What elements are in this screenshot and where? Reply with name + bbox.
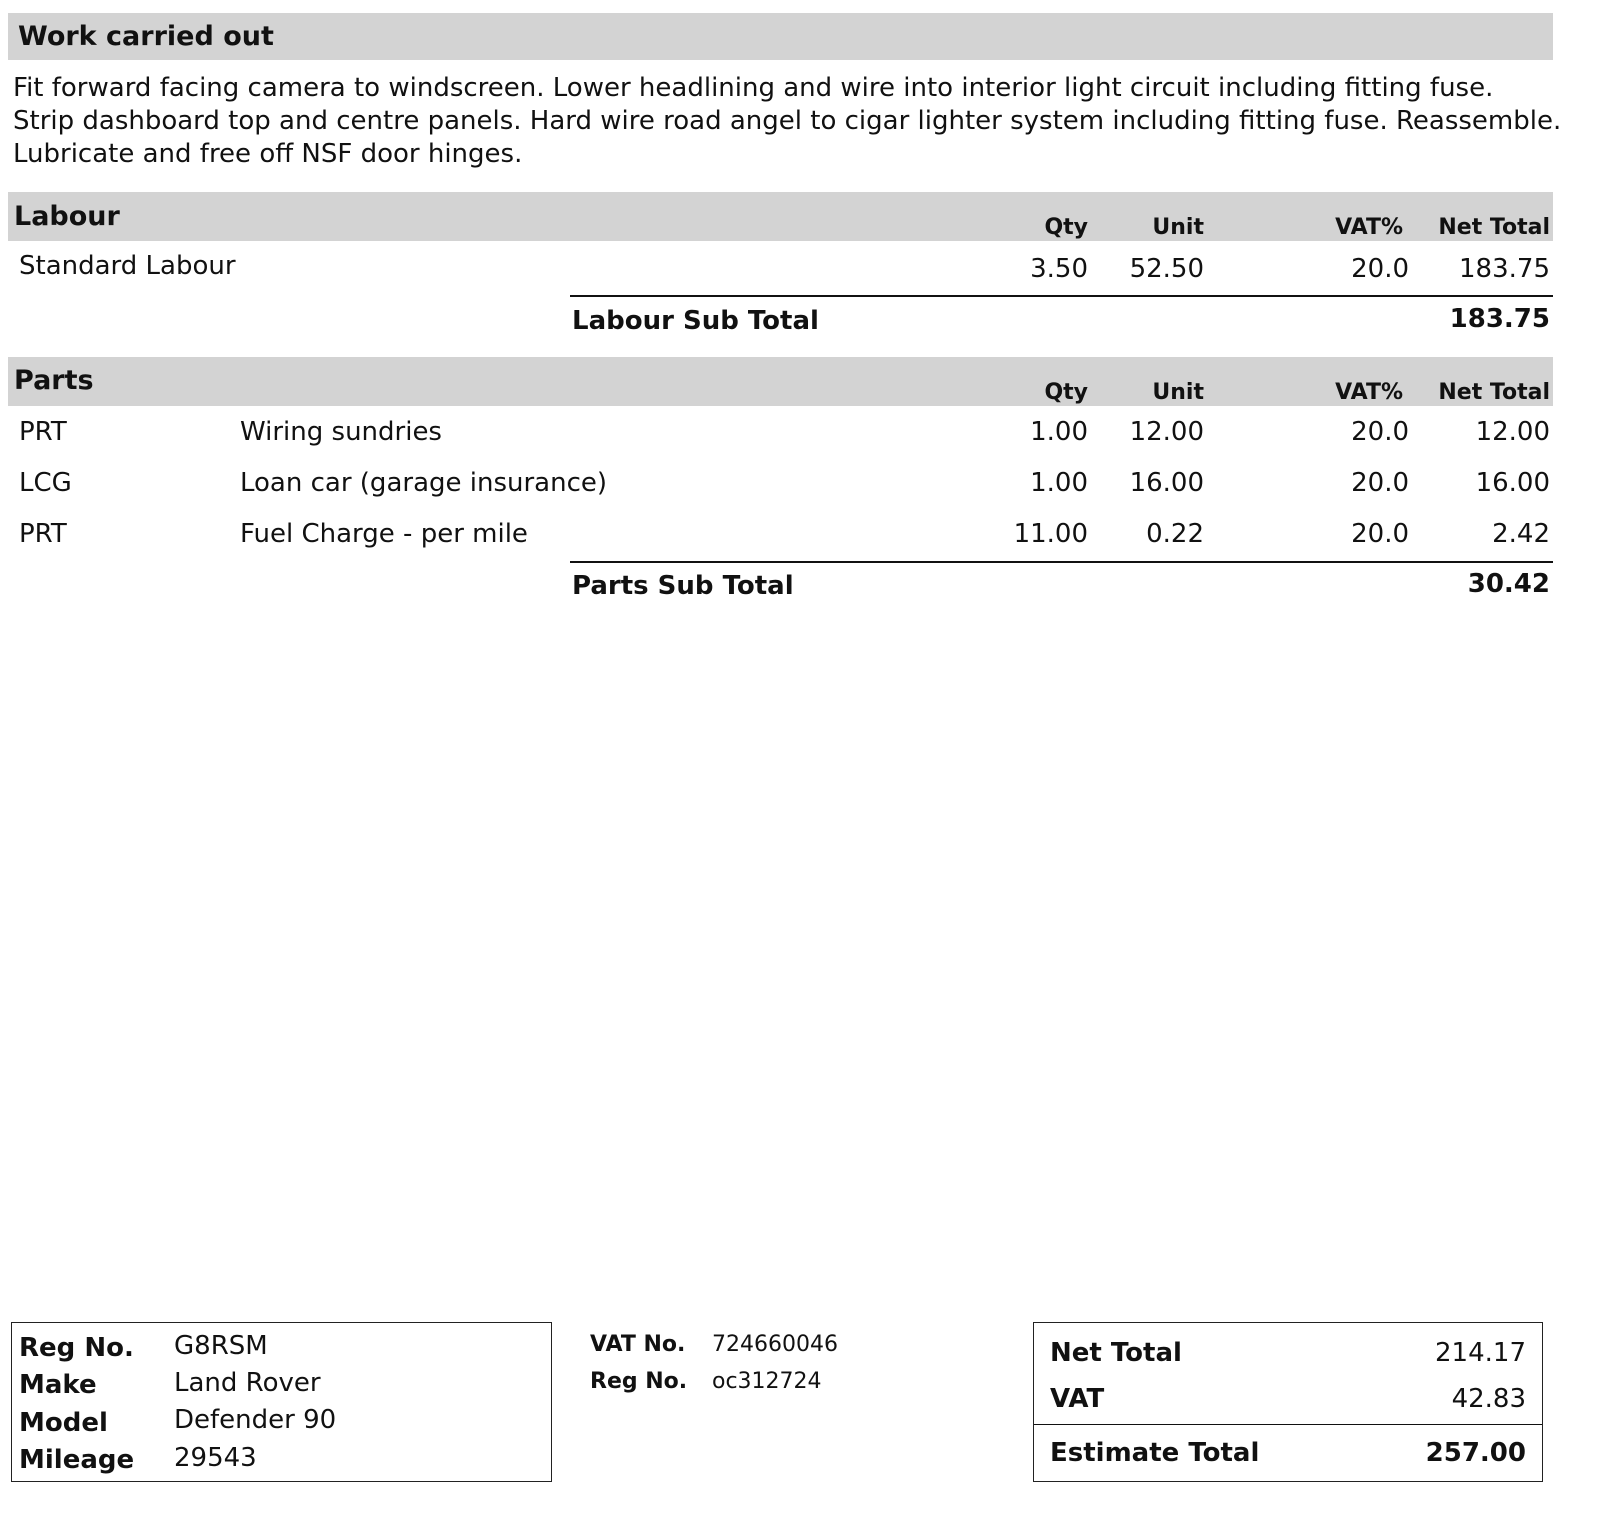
part-description: Wiring sundries xyxy=(240,417,442,447)
part-vat: 20.0 xyxy=(1351,519,1409,549)
part-code: LCG xyxy=(19,468,72,498)
net-total-value: 214.17 xyxy=(1435,1338,1526,1368)
labour-col-vat: VAT% xyxy=(1335,215,1403,240)
part-net: 12.00 xyxy=(1475,417,1550,447)
labour-description: Standard Labour xyxy=(19,251,236,281)
labour-qty: 3.50 xyxy=(1030,254,1088,284)
vehicle-model-label: Model xyxy=(19,1408,108,1438)
labour-unit: 52.50 xyxy=(1129,254,1204,284)
vat-total-label: VAT xyxy=(1050,1384,1105,1414)
parts-subtotal-divider xyxy=(570,561,1553,563)
net-total-label: Net Total xyxy=(1050,1338,1182,1368)
part-net: 2.42 xyxy=(1492,519,1550,549)
vehicle-model-value: Defender 90 xyxy=(174,1405,337,1435)
part-qty: 1.00 xyxy=(1030,468,1088,498)
vehicle-reg-value: G8RSM xyxy=(174,1331,268,1361)
part-description: Loan car (garage insurance) xyxy=(240,468,608,498)
parts-col-unit: Unit xyxy=(1152,380,1204,405)
parts-header-bar xyxy=(8,357,1553,406)
labour-header-bar xyxy=(8,192,1553,241)
labour-net: 183.75 xyxy=(1459,254,1550,284)
labour-col-net: Net Total xyxy=(1438,215,1550,240)
parts-col-vat: VAT% xyxy=(1335,380,1403,405)
labour-vat: 20.0 xyxy=(1351,254,1409,284)
parts-subtotal-label: Parts Sub Total xyxy=(572,571,794,601)
totals-divider xyxy=(1034,1424,1542,1425)
company-reg-value: oc312724 xyxy=(712,1369,822,1394)
labour-subtotal-value: 183.75 xyxy=(1449,304,1550,334)
company-vat-label: VAT No. xyxy=(590,1332,686,1357)
vehicle-make-label: Make xyxy=(19,1370,97,1400)
part-vat: 20.0 xyxy=(1351,417,1409,447)
part-code: PRT xyxy=(19,417,67,447)
labour-col-qty: Qty xyxy=(1044,215,1088,240)
part-code: PRT xyxy=(19,519,67,549)
vat-total-value: 42.83 xyxy=(1451,1384,1526,1414)
vehicle-mileage-value: 29543 xyxy=(174,1443,257,1473)
labour-subtotal-label: Labour Sub Total xyxy=(572,306,819,336)
estimate-total-label: Estimate Total xyxy=(1050,1438,1260,1468)
part-unit: 16.00 xyxy=(1129,468,1204,498)
labour-title: Labour xyxy=(14,201,120,232)
company-reg-label: Reg No. xyxy=(590,1369,688,1394)
vehicle-mileage-label: Mileage xyxy=(19,1445,135,1475)
parts-col-net: Net Total xyxy=(1438,380,1550,405)
vehicle-reg-label: Reg No. xyxy=(19,1333,134,1363)
labour-subtotal-divider xyxy=(570,295,1553,297)
parts-col-qty: Qty xyxy=(1044,380,1088,405)
work-description xyxy=(13,72,1593,171)
part-vat: 20.0 xyxy=(1351,468,1409,498)
part-net: 16.00 xyxy=(1475,468,1550,498)
company-vat-value: 724660046 xyxy=(712,1332,838,1357)
parts-subtotal-value: 30.42 xyxy=(1467,569,1550,599)
part-description: Fuel Charge - per mile xyxy=(240,519,528,549)
estimate-total-value: 257.00 xyxy=(1425,1438,1526,1468)
labour-col-unit: Unit xyxy=(1152,215,1204,240)
part-unit: 12.00 xyxy=(1129,417,1204,447)
part-unit: 0.22 xyxy=(1146,519,1204,549)
work-line: Strip dashboard top and centre panels. Hard wire road angel to cigar lighter system including fitting fuse. Reassemble. xyxy=(13,106,1562,136)
work-line: Fit forward facing camera to windscreen. Lower headlining and wire into interior light circuit including fitting fuse. xyxy=(13,73,1494,103)
parts-title: Parts xyxy=(14,365,94,396)
work-line: Lubricate and free off NSF door hinges. xyxy=(13,139,523,169)
part-qty: 11.00 xyxy=(1013,519,1088,549)
vehicle-make-value: Land Rover xyxy=(174,1368,321,1398)
part-qty: 1.00 xyxy=(1030,417,1088,447)
work-title: Work carried out xyxy=(18,21,274,52)
